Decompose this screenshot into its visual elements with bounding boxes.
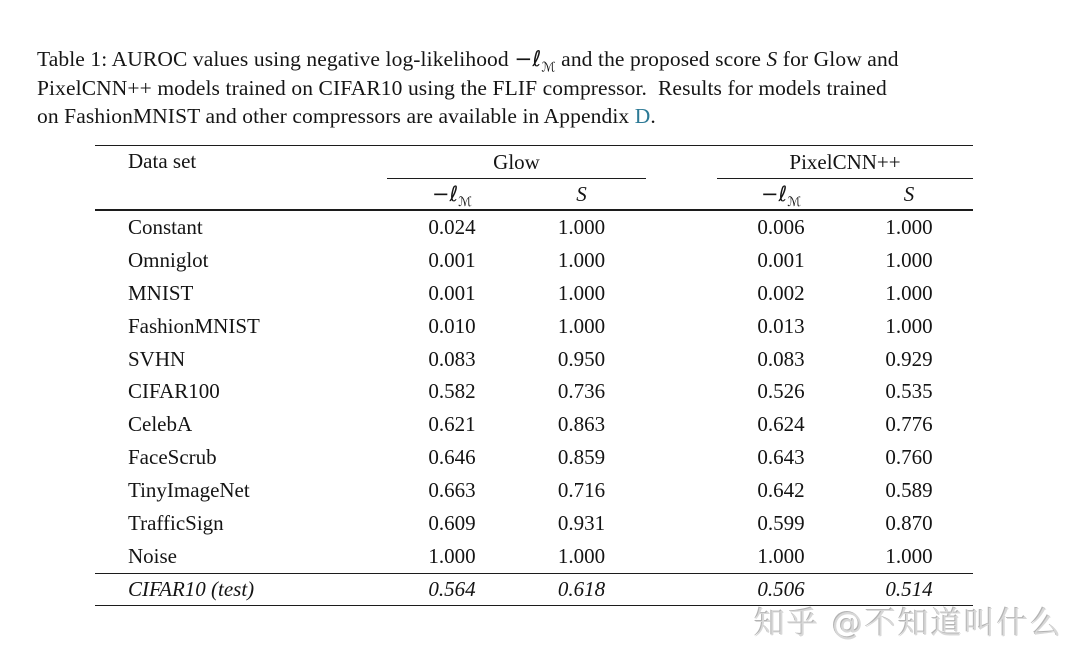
column-gap — [646, 146, 717, 211]
dataset-cell: Omniglot — [128, 247, 209, 272]
pcnn-s-cell: 0.589 — [885, 478, 933, 503]
glow-nll-cell: 0.001 — [428, 247, 476, 272]
pcnn-nll-cell: 0.642 — [757, 478, 805, 503]
gap-cell — [646, 375, 717, 408]
gap-cell — [646, 507, 717, 540]
auroc-table — [95, 145, 973, 606]
pcnn-s-cell: 0.514 — [845, 573, 973, 605]
table-row — [95, 375, 973, 408]
nll-math-symbol: −ℓ$_ℳ$ — [431, 181, 473, 210]
table-row — [95, 244, 973, 277]
dataset-cell: CelebA — [128, 412, 193, 437]
score-math-symbol: S — [576, 181, 587, 206]
zhihu-watermark: 知乎 @不知道叫什么 — [754, 606, 1063, 642]
nll-math-symbol: −ℓ$_ℳ$ — [760, 181, 802, 210]
gap-cell — [646, 540, 717, 573]
dataset-cell: TinyImageNet — [128, 478, 250, 503]
header-group-row — [95, 146, 973, 179]
gap-cell — [646, 310, 717, 343]
caption-line-3 — [37, 102, 1047, 130]
table-row — [95, 441, 973, 474]
pcnn-s-cell: 1.000 — [885, 543, 933, 568]
score-math-symbol: S — [903, 181, 915, 206]
pcnn-s-cell: 0.870 — [885, 510, 933, 535]
dataset-cell: CIFAR100 — [128, 379, 220, 404]
caption-text: . — [650, 104, 656, 128]
glow-nll-cell: 0.024 — [428, 214, 476, 239]
table-caption — [37, 45, 1047, 130]
pcnn-nll-cell: 0.006 — [757, 214, 805, 239]
pcnn-s-cell: 0.929 — [885, 346, 933, 371]
dataset-cell: Constant — [128, 214, 203, 239]
pcnn-s-cell: 0.760 — [885, 445, 933, 470]
glow-nll-cell: 0.010 — [428, 313, 476, 338]
glow-nll-cell: 0.609 — [428, 510, 476, 535]
table-row — [95, 408, 973, 441]
column-header-glow-s — [517, 179, 646, 211]
table-row — [95, 343, 973, 376]
pcnn-nll-cell: 0.001 — [757, 247, 805, 272]
column-header-pcnn-nll — [717, 179, 845, 211]
pcnn-s-cell: 1.000 — [885, 214, 933, 239]
gap-cell — [646, 277, 717, 310]
table-row — [95, 210, 973, 244]
dataset-cell: SVHN — [128, 346, 186, 371]
pcnn-nll-cell: 0.013 — [757, 313, 805, 338]
glow-nll-cell: 0.582 — [428, 379, 476, 404]
glow-s-cell: 0.618 — [517, 573, 646, 605]
glow-nll-cell: 0.621 — [428, 412, 476, 437]
pcnn-nll-cell: 0.506 — [717, 573, 845, 605]
glow-s-cell: 1.000 — [557, 247, 606, 272]
dataset-cell: FaceScrub — [128, 445, 217, 470]
pcnn-nll-cell: 0.624 — [757, 412, 805, 437]
glow-nll-cell: 0.663 — [428, 478, 476, 503]
column-group-glow: Glow — [387, 146, 646, 179]
pcnn-nll-cell: 0.002 — [757, 280, 805, 305]
gap-cell — [646, 441, 717, 474]
pcnn-s-cell: 0.776 — [885, 412, 933, 437]
pcnn-s-cell: 1.000 — [885, 313, 933, 338]
column-header-dataset: Data set — [95, 146, 387, 211]
score-math-symbol: S — [766, 47, 778, 71]
caption-text: for Glow and — [777, 47, 899, 71]
dataset-cell: CIFAR10 (test) — [95, 573, 387, 605]
gap-cell — [646, 408, 717, 441]
dataset-cell: TrafficSign — [128, 510, 224, 535]
column-header-pcnn-s — [845, 179, 973, 211]
table-row — [95, 277, 973, 310]
caption-text: on FashionMNIST and other compressors are available in Appendix — [37, 104, 635, 128]
pcnn-nll-cell: 0.526 — [757, 379, 805, 404]
glow-nll-cell: 1.000 — [428, 543, 476, 568]
gap-cell — [646, 210, 717, 244]
pcnn-s-cell: 1.000 — [885, 247, 933, 272]
pcnn-s-cell: 1.000 — [885, 280, 933, 305]
glow-nll-cell: 0.564 — [387, 573, 517, 605]
caption-text: Table 1: AUROC values using negative log-likelihood — [37, 47, 515, 71]
pcnn-nll-cell: 0.083 — [757, 346, 805, 371]
table-row — [95, 310, 973, 343]
glow-s-cell: 1.000 — [557, 280, 606, 305]
glow-nll-cell: 0.646 — [428, 445, 476, 470]
glow-nll-cell: 0.083 — [428, 346, 476, 371]
glow-s-cell: 1.000 — [557, 543, 606, 568]
glow-s-cell: 1.000 — [557, 313, 606, 338]
gap-cell — [646, 244, 717, 277]
dataset-cell: FashionMNIST — [128, 313, 260, 338]
glow-s-cell: 0.859 — [557, 445, 606, 470]
glow-s-cell: 1.000 — [557, 214, 606, 239]
glow-s-cell: 0.863 — [557, 412, 606, 437]
glow-s-cell: 0.716 — [557, 478, 606, 503]
pcnn-nll-cell: 1.000 — [757, 543, 805, 568]
column-group-pixelcnn: PixelCNN++ — [717, 146, 973, 179]
table-row — [95, 540, 973, 573]
pcnn-nll-cell: 0.599 — [757, 510, 805, 535]
table-row — [95, 474, 973, 507]
dataset-cell: MNIST — [128, 280, 194, 305]
caption-line-1 — [37, 45, 1047, 74]
glow-s-cell: 0.931 — [557, 510, 606, 535]
pcnn-s-cell: 0.535 — [885, 379, 933, 404]
gap-cell — [646, 474, 717, 507]
appendix-link[interactable]: D — [634, 104, 651, 128]
glow-s-cell: 0.950 — [557, 346, 606, 371]
gap-cell — [646, 343, 717, 376]
nll-math-symbol: −ℓ$_ℳ$ — [514, 47, 556, 76]
glow-nll-cell: 0.001 — [428, 280, 476, 305]
table-row — [95, 507, 973, 540]
glow-s-cell: 0.736 — [557, 379, 606, 404]
column-header-glow-nll — [387, 179, 517, 211]
caption-text: and the proposed score — [555, 47, 767, 71]
dataset-cell: Noise — [128, 543, 177, 568]
caption-line-2: PixelCNN++ models trained on CIFAR10 using the FLIF compressor. Results for models trained — [37, 76, 887, 100]
gap-cell — [646, 573, 717, 605]
pcnn-nll-cell: 0.643 — [757, 445, 805, 470]
